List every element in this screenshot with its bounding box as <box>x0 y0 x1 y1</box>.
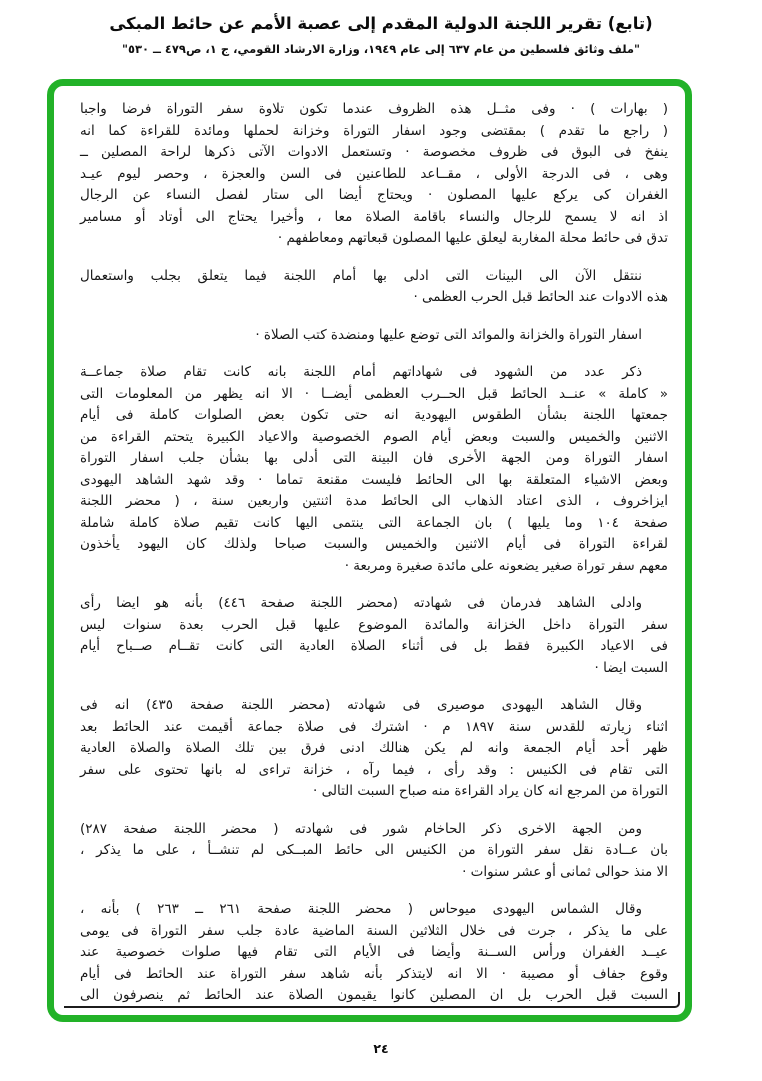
text-line: على ما يذكر ، جرت فى خلال الثلاثين السنة الماضية عادة جلب سفر التوراة فى يومى <box>80 922 668 939</box>
text-line: وبعض الاشياء المتعلقة بها الى الحائط فليست مقنعة تماما · وقد شهد الشاهد اليهودى <box>80 471 668 488</box>
text-line: جمعتها اللجنة بشأن الطقوس اليهودية انه حتى تكون بعض الصلوات كاملة فى أيام <box>80 407 668 423</box>
scan-frame-artifact <box>64 992 680 1008</box>
paragraph <box>80 325 668 347</box>
page-title: (تابع) تقرير اللجنة الدولية المقدم إلى عصبة الأمم عن حائط المبكى <box>109 14 653 33</box>
text-line: بان عــادة نقل سفر التوراة من الكنيس الى حائط المبــكى لم تنشــأ ، على ما يذكر ، <box>80 842 668 858</box>
text-line: ذكر عدد من الشهود فى شهاداتهم أمام اللجنة بانه كانت تقام صلاة جماعــة <box>80 364 642 380</box>
text-line: فى الاعياد الكبيرة فقط بل فى أثناء الصلاة العادية التى كانت تقــام صــباح أيام <box>80 638 668 654</box>
text-line: التى تقام فى الكنيس : وقد رأى ، فيما رآه ، خزانة تراءى له بانها تحتوى على سفر <box>80 761 668 778</box>
text-line: صفحة ١٠٤ وما يليها ) بان الجماعة التى ينتمى اليها كانت تقيم صلاة كاملة شاملة <box>80 514 668 531</box>
paragraph <box>80 362 668 577</box>
text-line: السبت ايضا · <box>594 659 668 676</box>
text-line: معهم سفر توراة صغير يضعونه على مائدة صغيرة ومربعة · <box>344 557 668 574</box>
paragraph <box>80 99 668 250</box>
paragraph <box>80 266 668 309</box>
text-line: ( بهارات ) · وفى مثــل هذه الظروف عندما تكون تلاوة سفر التوراة فرضا واجبا <box>80 101 668 117</box>
paragraph <box>80 819 668 884</box>
text-line: لقراءة التوراة فى أيام الاثنين والخميس والسبت صباحا ولذلك كان اليهود يأخذون <box>80 536 668 552</box>
text-line: اذ انه لا يسمح للرجال والنساء باقامة الصلاة معا ، وأخيرا يحتاج الى أوتاد أو مسامير <box>80 208 668 225</box>
text-line: « كاملة » عنــد الحائط قبل الحــرب العظمى أيضــا · الا انه يظهر من المعلومات التى <box>80 385 668 402</box>
text-line: السبت قبل الحرب بل ان المصلين كانوا يقيمون الصلاة عند الحائط ثم ينصرفون الى <box>80 987 668 1003</box>
text-line: وهى ، فى الدرجة الأولى ، مقــاعد للطاعنين فى السن والعجزة ، وحصر ليوم عيـد <box>80 165 668 182</box>
text-line: ظهر أحد أيام الجمعة وانه لم يكن هنالك ادنى فرق بين تلك الصلاة والصلاة العادية <box>80 740 668 756</box>
text-line: ننتقل الآن الى البينات التى ادلى بها أمام اللجنة فيما يتعلق بجلب واستعمال <box>80 267 642 284</box>
text-line: وقال الشماس اليهودى ميوحاس ( محضر اللجنة صفحة ٢٦١ ــ ٢٦٣ ) بأنه ، <box>80 901 642 917</box>
text-line: وقال الشاهد اليهودى موصيرى فى شهادته (محضر اللجنة صفحة ٤٣٥) انه فى <box>80 697 642 713</box>
text-line: وقوع جفاف أو مصيبة · الا انه لايتذكر بأنه شاهد سفر التوراة عند الحائط فى أيام <box>80 965 668 982</box>
text-line: ايزاخروف ، الذى اعتاد الذهاب الى الحائط مدة اثنتين واربعين سنة ، ( محضر اللجنة <box>80 493 668 509</box>
document-header <box>0 14 762 56</box>
paragraph <box>80 899 668 1007</box>
text-line: التوراة من المرجع انه كان يراد القراءة منه صباح السبت التالى · <box>313 783 668 799</box>
text-line: عيــد الغفران ورأس الســنة وأيضا فى الأيام التى تقام فيها صلوات خصوصية عند <box>80 944 668 960</box>
text-line: اثناء زيارته للقدس سنة ١٨٩٧ م · اشترك فى صلاة جماعة أقيمت عند الحائط بعد <box>80 718 668 735</box>
body-text <box>80 99 668 1003</box>
text-line: ومن الجهة الاخرى ذكر الحاخام شور فى شهادته ( محضر اللجنة صفحة ٢٨٧) <box>80 820 642 837</box>
text-line: الا منذ حوالى ثمانى أو عشر سنوات · <box>462 863 668 880</box>
text-line: سفر التوراة داخل الخزانة والمائدة الموضوع عليها قبل الحرب بعدة سنوات ليس <box>80 616 668 633</box>
text-line: اسفار التوراة ومن الجهة الأخرى فان البينة التى أدلى بها بشأن جلب اسفار التوراة <box>80 450 668 466</box>
text-line: اسفار التوراة والخزانة والموائد التى توضع عليها ومنضدة كتب الصلاة · <box>255 326 642 343</box>
text-line: هذه الادوات عند الحائط قبل الحرب العظمى · <box>413 289 668 305</box>
text-line: الاثنين والخميس والسبت وبعض أيام الصوم الخصوصية والاعياد الكبيرة يتحتم القراءة من <box>80 428 668 445</box>
paragraph <box>80 593 668 679</box>
text-line: ( راجع ما تقدم ) بمقتضى وجود اسفار التوراة وخزانة لحملها ومائدة للقراءة كما انه <box>80 122 668 139</box>
text-line: وادلى الشاهد فدرمان فى شهادته (محضر اللجنة صفحة ٤٤٦) بأنه هو ايضا رأى <box>80 595 642 611</box>
page-subtitle: "ملف وثائق فلسطين من عام ٦٣٧ إلى عام ١٩٤٩، وزارة الارشاد القومي، ج ١، ص٤٧٩ ــ ٥٣٠" <box>121 42 641 56</box>
document-frame <box>47 79 692 1022</box>
paragraph <box>80 695 668 803</box>
text-line: ينفخ فى البوق فى ظروف مخصوصة · وتستعمل الادوات الآتى ذكرها لراحة المصلين ــ <box>80 144 668 160</box>
page-number: ٢٤ <box>373 1041 389 1056</box>
text-line: تدق فى حائط محلة المغاربة ليعلق عليها المصلون قبعاتهم ومعاطفهم · <box>277 230 668 246</box>
text-line: الغفران كى يركع عليها المصلون · ويحتاج أيضا الى ستار لفصل النساء عن الرجال <box>80 187 668 203</box>
